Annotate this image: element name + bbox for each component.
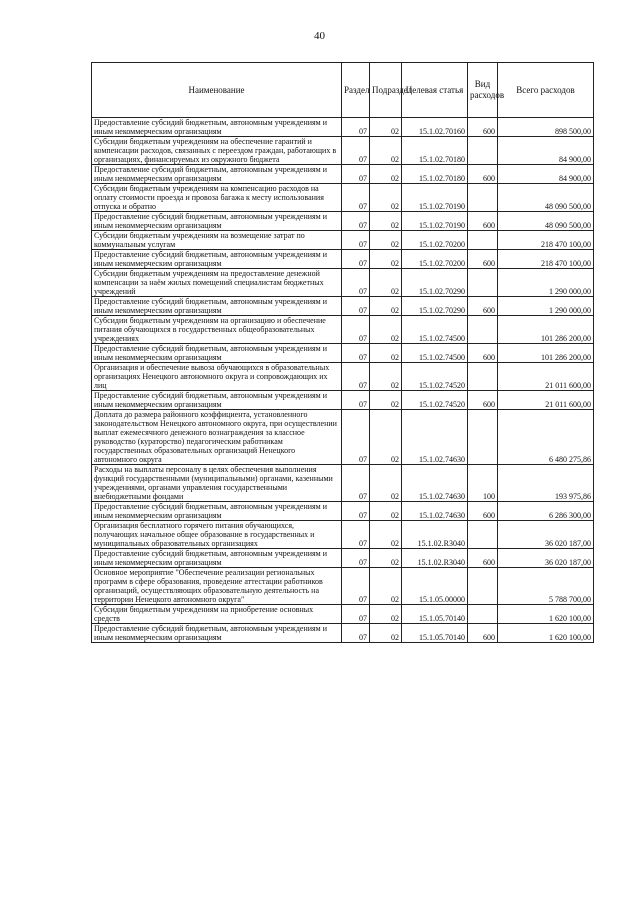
row-target-article: 15.1.02.74500	[402, 344, 468, 363]
row-name: Предоставление субсидий бюджетным, автономным учреждениям и иным некоммерческим организациям	[92, 212, 342, 231]
row-section: 07	[342, 521, 370, 549]
row-expense-type: 600	[468, 344, 498, 363]
row-expense-type	[468, 316, 498, 344]
row-section: 07	[342, 624, 370, 643]
header-total: Всего расходов	[498, 63, 594, 118]
row-name: Предоставление субсидий бюджетным, автономным учреждениям и иным некоммерческим организациям	[92, 118, 342, 137]
row-total: 21 011 600,00	[498, 391, 594, 410]
row-expense-type	[468, 231, 498, 250]
row-expense-type	[468, 363, 498, 391]
row-section: 07	[342, 316, 370, 344]
row-expense-type: 600	[468, 118, 498, 137]
table-row	[92, 568, 594, 605]
row-subsection: 02	[370, 297, 402, 316]
row-subsection: 02	[370, 344, 402, 363]
row-target-article: 15.1.02.70190	[402, 184, 468, 212]
row-name: Субсидии бюджетным учреждениям на организацию и обеспечение питания обучающихся в государственных общеобразовательных учреждениях	[92, 316, 342, 344]
row-expense-type: 600	[468, 549, 498, 568]
row-section: 07	[342, 605, 370, 624]
row-target-article: 15.1.05.70140	[402, 624, 468, 643]
header-subsection: Подраздел	[370, 63, 402, 118]
row-subsection: 02	[370, 269, 402, 297]
header-expense-type: Вид расходов	[468, 63, 498, 118]
table-row	[92, 269, 594, 297]
row-total: 36 020 187,00	[498, 521, 594, 549]
row-name: Субсидии бюджетным учреждениям на приобретение основных средств	[92, 605, 342, 624]
row-target-article: 15.1.02.70290	[402, 297, 468, 316]
row-target-article: 15.1.02.R3040	[402, 549, 468, 568]
table-row	[92, 344, 594, 363]
row-total: 218 470 100,00	[498, 231, 594, 250]
table-row	[92, 316, 594, 344]
row-expense-type	[468, 137, 498, 165]
row-name: Предоставление субсидий бюджетным, автономным учреждениям и иным некоммерческим организациям	[92, 549, 342, 568]
row-subsection: 02	[370, 184, 402, 212]
row-total: 193 975,86	[498, 465, 594, 502]
row-section: 07	[342, 250, 370, 269]
header-target-article: Целевая статья	[402, 63, 468, 118]
row-section: 07	[342, 118, 370, 137]
row-expense-type: 600	[468, 297, 498, 316]
row-total: 48 090 500,00	[498, 184, 594, 212]
row-total: 36 020 187,00	[498, 549, 594, 568]
row-subsection: 02	[370, 363, 402, 391]
row-subsection: 02	[370, 624, 402, 643]
row-subsection: 02	[370, 165, 402, 184]
table-row	[92, 624, 594, 643]
row-expense-type: 600	[468, 391, 498, 410]
table-row	[92, 184, 594, 212]
row-subsection: 02	[370, 316, 402, 344]
row-subsection: 02	[370, 521, 402, 549]
row-section: 07	[342, 231, 370, 250]
row-expense-type	[468, 269, 498, 297]
page-number: 40	[314, 30, 325, 42]
row-name: Субсидии бюджетным учреждениям на компенсацию расходов на оплату стоимости проезда и провоза багажа к месту использования отпуска и обратно	[92, 184, 342, 212]
row-target-article: 15.1.02.70200	[402, 231, 468, 250]
row-total: 1 620 100,00	[498, 624, 594, 643]
budget-table-container	[91, 62, 593, 643]
row-target-article: 15.1.02.74630	[402, 502, 468, 521]
row-total: 48 090 500,00	[498, 212, 594, 231]
row-name: Расходы на выплаты персоналу в целях обеспечения выполнения функций государственными (муниципальными) органами, казенными учреждениями, органами управления государственными внебюджетными фондами	[92, 465, 342, 502]
row-section: 07	[342, 297, 370, 316]
row-total: 84 900,00	[498, 137, 594, 165]
table-row	[92, 410, 594, 465]
row-target-article: 15.1.02.70290	[402, 269, 468, 297]
row-target-article: 15.1.02.74630	[402, 465, 468, 502]
row-name: Доплата до размера районного коэффициента, установленного законодательством Ненецкого автономного округа, при осуществлении выплат ежемесячного денежного вознаграждения за классное руководство (кураторство) педагогическим работникам государственных образовательных организаций Ненецкого автономного округа	[92, 410, 342, 465]
row-total: 218 470 100,00	[498, 250, 594, 269]
row-section: 07	[342, 568, 370, 605]
row-section: 07	[342, 502, 370, 521]
row-expense-type	[468, 521, 498, 549]
row-subsection: 02	[370, 605, 402, 624]
row-name: Предоставление субсидий бюджетным, автономным учреждениям и иным некоммерческим организациям	[92, 624, 342, 643]
row-total: 6 286 300,00	[498, 502, 594, 521]
row-section: 07	[342, 363, 370, 391]
table-row	[92, 605, 594, 624]
row-expense-type: 600	[468, 624, 498, 643]
row-subsection: 02	[370, 502, 402, 521]
row-subsection: 02	[370, 410, 402, 465]
row-expense-type: 600	[468, 250, 498, 269]
row-target-article: 15.1.02.74630	[402, 410, 468, 465]
row-target-article: 15.1.02.74520	[402, 363, 468, 391]
row-expense-type	[468, 605, 498, 624]
row-subsection: 02	[370, 568, 402, 605]
row-total: 21 011 600,00	[498, 363, 594, 391]
row-name: Предоставление субсидий бюджетным, автономным учреждениям и иным некоммерческим организациям	[92, 391, 342, 410]
row-name: Предоставление субсидий бюджетным, автономным учреждениям и иным некоммерческим организациям	[92, 297, 342, 316]
row-section: 07	[342, 549, 370, 568]
row-name: Основное мероприятие "Обеспечение реализации региональных программ в сфере образования, проведение аттестации работников организаций, осуществляющих образовательную деятельность на территории Ненецкого автономного округа"	[92, 568, 342, 605]
table-row	[92, 137, 594, 165]
table-row	[92, 465, 594, 502]
row-section: 07	[342, 344, 370, 363]
row-expense-type	[468, 184, 498, 212]
row-name: Организация бесплатного горячего питания обучающихся, получающих начальное общее образование в государственных и муниципальных образовательных организациях	[92, 521, 342, 549]
row-total: 1 290 000,00	[498, 269, 594, 297]
row-target-article: 15.1.02.70180	[402, 137, 468, 165]
table-body	[92, 118, 594, 643]
row-target-article: 15.1.02.74500	[402, 316, 468, 344]
row-name: Субсидии бюджетным учреждениям на обеспечение гарантий и компенсации расходов, связанных с переездом граждан, работающих в организациях, финансируемых из окружного бюджета	[92, 137, 342, 165]
row-name: Предоставление субсидий бюджетным, автономным учреждениям и иным некоммерческим организациям	[92, 344, 342, 363]
header-section: Раздел	[342, 63, 370, 118]
row-target-article: 15.1.05.00000	[402, 568, 468, 605]
row-subsection: 02	[370, 250, 402, 269]
table-row	[92, 549, 594, 568]
row-name: Предоставление субсидий бюджетным, автономным учреждениям и иным некоммерческим организациям	[92, 502, 342, 521]
row-total: 101 286 200,00	[498, 344, 594, 363]
row-expense-type: 600	[468, 165, 498, 184]
row-section: 07	[342, 212, 370, 231]
table-row	[92, 391, 594, 410]
row-section: 07	[342, 391, 370, 410]
row-section: 07	[342, 269, 370, 297]
row-subsection: 02	[370, 118, 402, 137]
row-subsection: 02	[370, 137, 402, 165]
row-subsection: 02	[370, 231, 402, 250]
row-name: Субсидии бюджетным учреждениям на предоставление денежной компенсации за наём жилых помещений специалистам бюджетных учреждений	[92, 269, 342, 297]
row-target-article: 15.1.02.70200	[402, 250, 468, 269]
row-total: 101 286 200,00	[498, 316, 594, 344]
table-row	[92, 521, 594, 549]
row-subsection: 02	[370, 549, 402, 568]
row-subsection: 02	[370, 212, 402, 231]
row-expense-type	[468, 568, 498, 605]
row-total: 1 620 100,00	[498, 605, 594, 624]
row-subsection: 02	[370, 391, 402, 410]
row-name: Предоставление субсидий бюджетным, автономным учреждениям и иным некоммерческим организациям	[92, 250, 342, 269]
row-section: 07	[342, 465, 370, 502]
row-section: 07	[342, 410, 370, 465]
row-section: 07	[342, 137, 370, 165]
row-expense-type: 600	[468, 502, 498, 521]
row-total: 5 788 700,00	[498, 568, 594, 605]
table-row	[92, 502, 594, 521]
row-total: 1 290 000,00	[498, 297, 594, 316]
row-name: Субсидии бюджетным учреждениям на возмещение затрат по коммунальным услугам	[92, 231, 342, 250]
row-section: 07	[342, 165, 370, 184]
row-target-article: 15.1.02.70180	[402, 165, 468, 184]
row-target-article: 15.1.02.70160	[402, 118, 468, 137]
table-row	[92, 118, 594, 137]
row-total: 6 480 275,86	[498, 410, 594, 465]
table-header-row	[92, 63, 594, 118]
table-row	[92, 297, 594, 316]
row-name: Организация и обеспечение вывоза обучающихся в образовательных организациях Ненецкого автономного округа и сопровождающих их лиц	[92, 363, 342, 391]
row-expense-type: 600	[468, 212, 498, 231]
row-total: 84 900,00	[498, 165, 594, 184]
row-target-article: 15.1.02.R3040	[402, 521, 468, 549]
table-row	[92, 231, 594, 250]
row-target-article: 15.1.05.70140	[402, 605, 468, 624]
row-subsection: 02	[370, 465, 402, 502]
table-row	[92, 363, 594, 391]
table-row	[92, 165, 594, 184]
table-row	[92, 212, 594, 231]
row-expense-type: 100	[468, 465, 498, 502]
row-target-article: 15.1.02.70190	[402, 212, 468, 231]
header-name: Наименование	[92, 63, 342, 118]
row-expense-type	[468, 410, 498, 465]
row-total: 898 500,00	[498, 118, 594, 137]
row-name: Предоставление субсидий бюджетным, автономным учреждениям и иным некоммерческим организациям	[92, 165, 342, 184]
row-section: 07	[342, 184, 370, 212]
table-row	[92, 250, 594, 269]
row-target-article: 15.1.02.74520	[402, 391, 468, 410]
budget-table	[91, 62, 594, 643]
